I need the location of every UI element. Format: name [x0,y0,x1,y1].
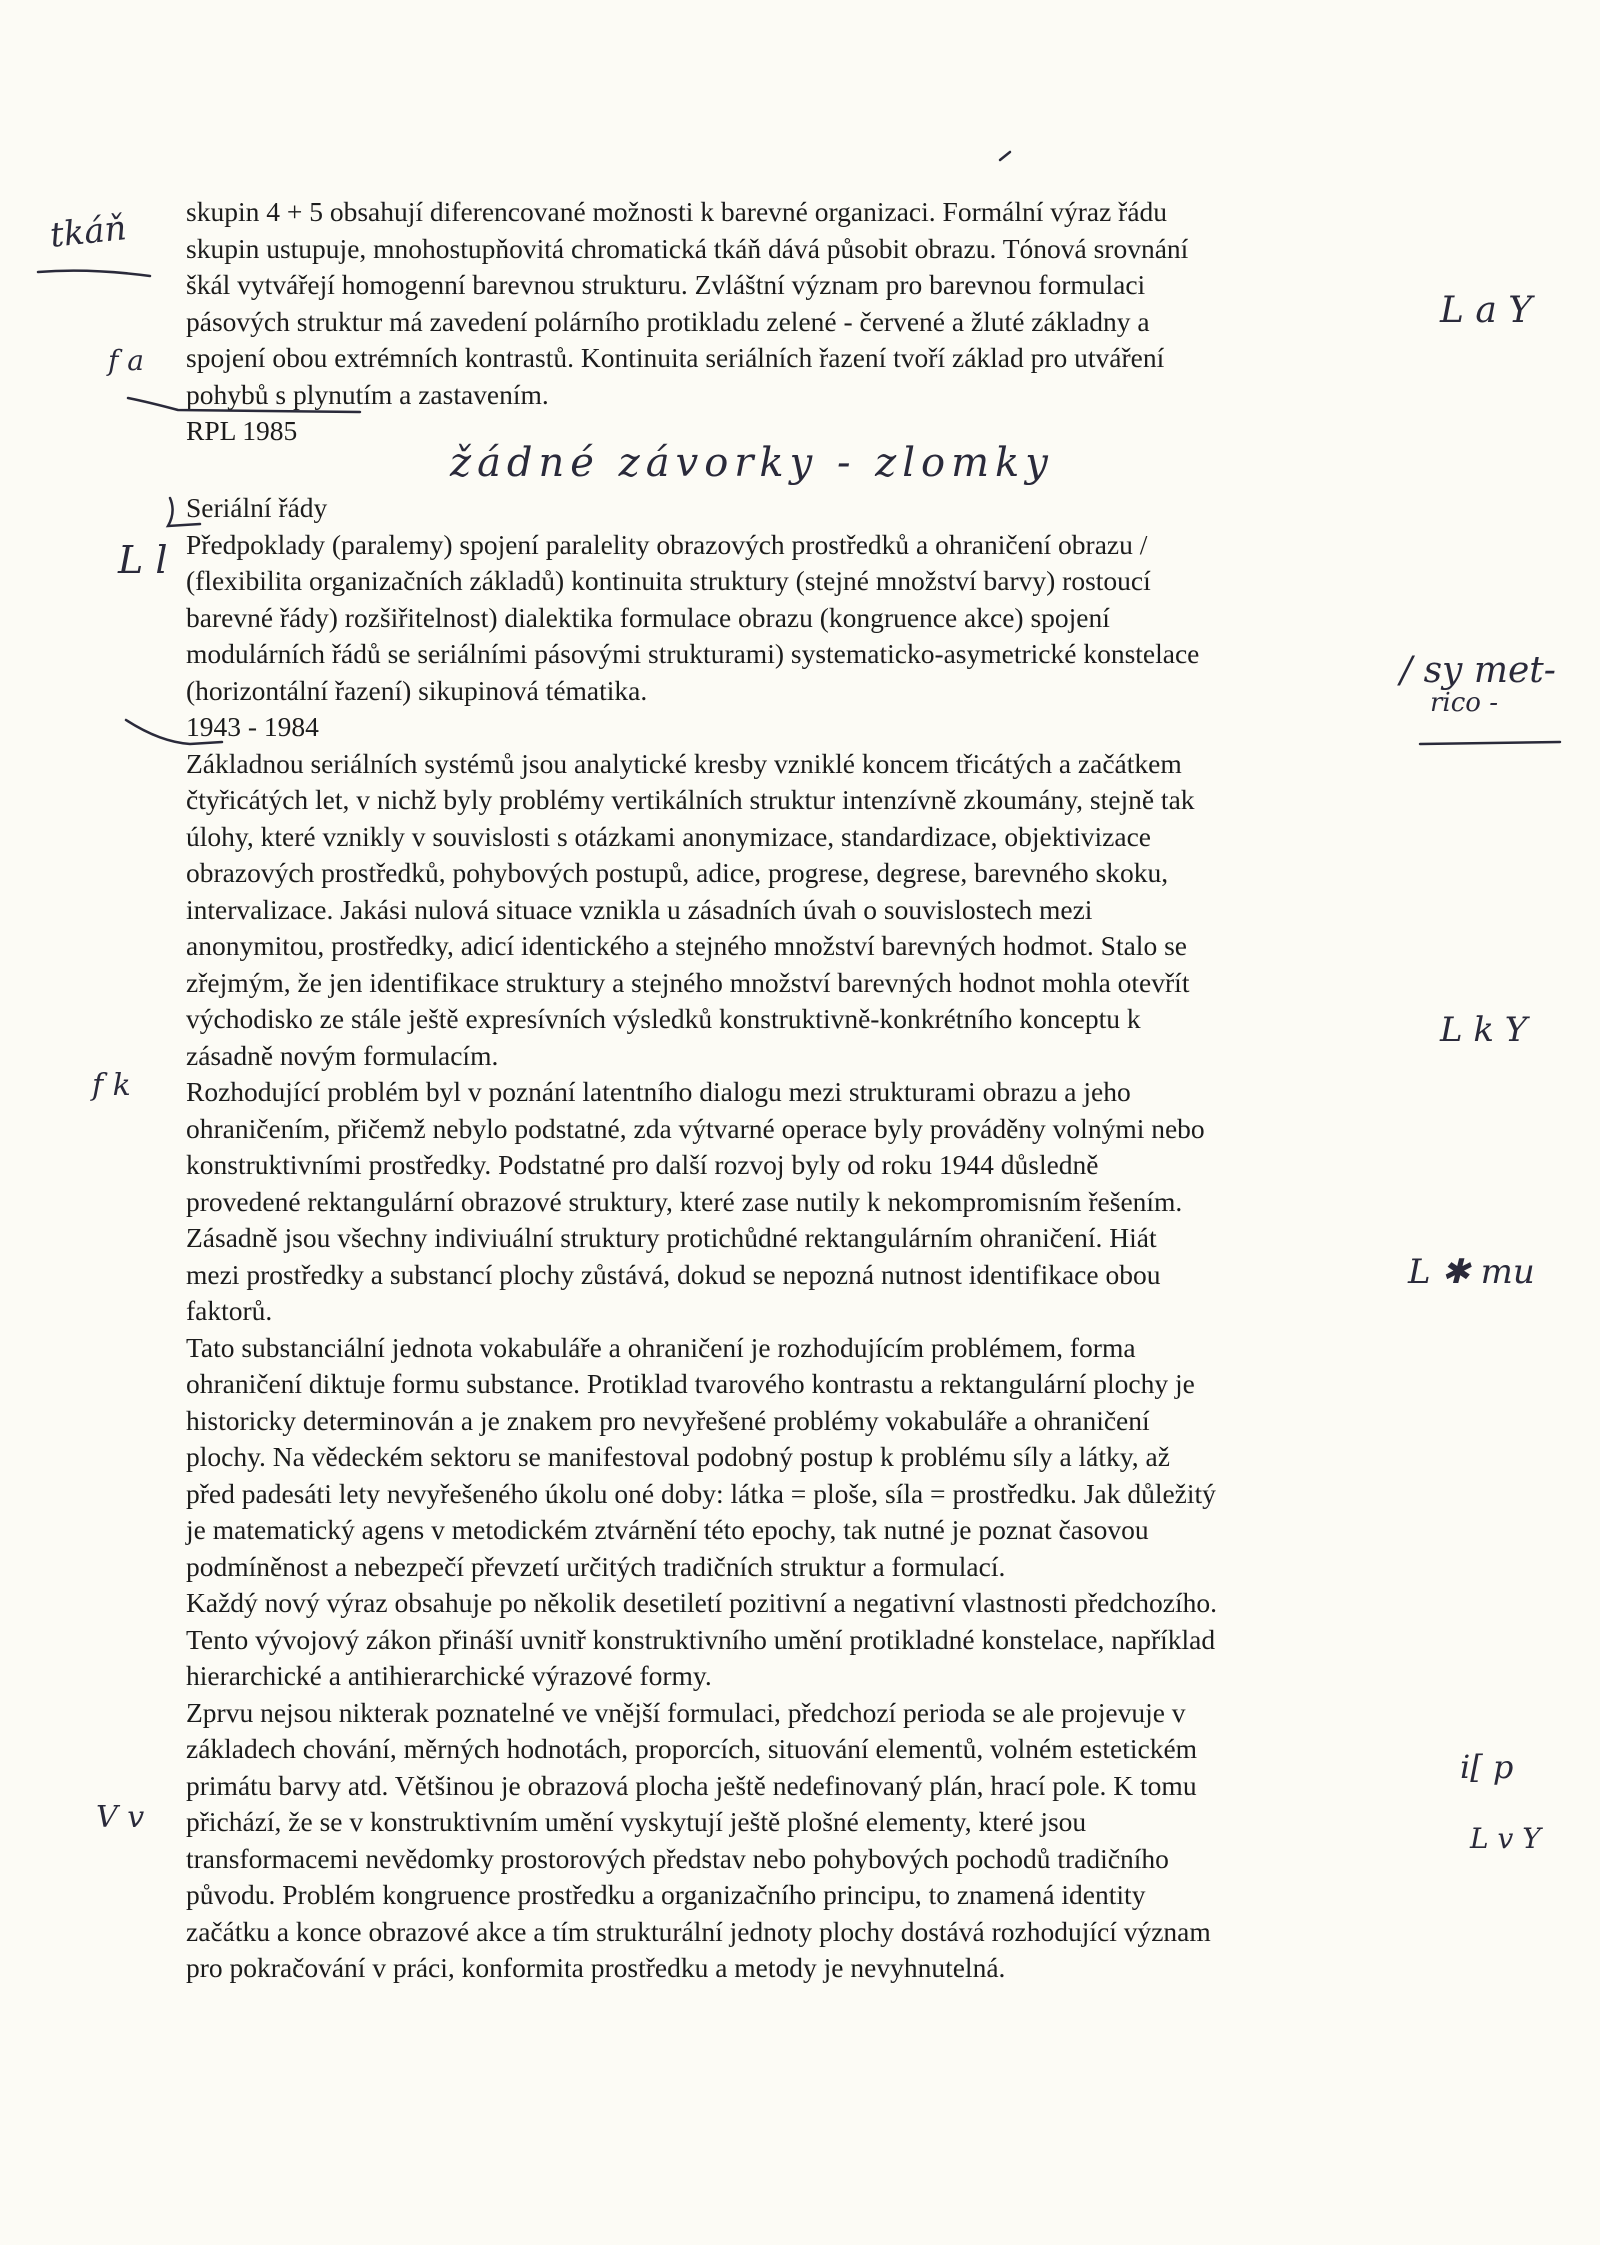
text-line: 1943 - 1984 [186,711,319,742]
text-line: začátku a konce obrazové akce a tím strukturální jednoty plochy dostává rozhodující význam [186,1915,1211,1947]
text-line: přichází, že se v konstruktivním umění vyskytují ještě plošné elementy, které jsou [186,1806,1087,1837]
text-line: Základnou seriálních systémů jsou analytické kresby vzniklé koncem třicátých a začátkem [186,747,1182,779]
text-line: plochy. Na vědeckém sektoru se manifestoval podobný postup k problému síly a látky, až [186,1441,1170,1472]
text-line: anonymitou, prostředky, adicí identického a stejného množství barevných hodmot. Stalo se [186,930,1187,961]
text-line: škál vytvářejí homogenní barevnou strukturu. Zvláštní význam pro barevnou formulaci [186,269,1146,300]
text-line: (flexibilita organizačních základů) kontinuita struktury (stejné množství barvy) rostoucí [186,565,1151,596]
handwritten-note-lk: L k Y [1440,1010,1528,1050]
text-line: úlohy, které vznikly v souvislosti s otázkami anonymizace, standardizace, objektivizace [186,820,1151,852]
text-line: skupin 4 + 5 obsahují diferencované možnosti k barevné organizaci. Formální výraz řádu [186,196,1168,227]
handwritten-note-tkan: tkáň [48,208,129,256]
text-line: faktorů. [186,1295,273,1326]
text-line: Rozhodující problém byl v poznání latentního dialogu mezi strukturami obrazu a jeho [186,1076,1131,1107]
text-line: ohraničení diktuje formu substance. Protiklad tvarového kontrastu a rektangulární plochy je [186,1368,1195,1399]
pen-stroke [38,271,150,276]
handwritten-note-lv: L v Y [1470,1822,1541,1855]
text-line: původu. Problém kongruence prostředku a organizačního principu, to znamená identity [186,1879,1146,1910]
pen-stroke [168,498,200,526]
text-line: Seriální řády [186,492,328,523]
handwritten-note-vv: V v [96,1800,145,1835]
handwritten-note-rico: rico - [1430,688,1499,718]
pen-stroke [126,720,222,744]
text-line: podmíněnost a nebezpečí převzetí určitých tradičních struktur a formulací. [186,1550,1006,1582]
handwritten-note-center: žádné závorky - zlomky [450,440,1054,486]
text-line: Tato substanciální jednota vokabuláře a ohraničení je rozhodujícím problémem, forma [186,1331,1136,1363]
text-line: ohraničením, přičemž nebylo podstatné, zda výtvarné operace byly prováděny volnými nebo [186,1112,1205,1144]
text-line: Zprvu nejsou nikterak poznatelné ve vnější formulaci, předchozí perioda se ale projevuje v [186,1696,1186,1728]
pen-stroke [1000,152,1010,160]
text-line: před padesáti lety nevyřešeného úkolu oné doby: látka = ploše, síla = prostředku. Jak důležitý [186,1477,1216,1509]
text-line: hierarchické a antihierarchické výrazové formy. [186,1660,712,1691]
text-line: zásadně novým formulacím. [186,1039,499,1071]
handwritten-note-il: i[ p [1460,1748,1514,1786]
text-line: Předpoklady (paralemy) spojení paralelity obrazových prostředků a ohraničení obrazu / [186,528,1148,560]
pen-stroke [128,398,360,412]
handwritten-note-la: L a Y [1440,290,1533,331]
text-line: barevné řády) rozšiřitelnost) dialektika formulace obrazu (kongruence akce) spojení [186,601,1110,633]
text-line: primátu barvy atd. Většinou je obrazová plocha ještě nedefinovaný plán, hrací pole. K tomu [186,1769,1197,1801]
text-line: pohybů s plynutím a zastavením. [186,378,549,410]
text-line: pásových struktur má zavedení polárního protikladu zelené - červené a žluté základny a [186,305,1150,337]
text-line: je matematický agens v metodickém ztvárnění této epochy, tak nutné je poznat časovou [186,1514,1149,1545]
text-line: Zásadně jsou všechny indiviuální struktury protichůdné rektangulárním ohraničení. Hiát [186,1222,1157,1253]
text-line: východisko ze stále ještě expresívních výsledků konstruktivně-konkrétního konceptu k [186,1003,1141,1034]
text-line: modulárních řádů se seriálními pásovými strukturami) systematicko-asymetrické konstelace [186,638,1200,669]
text-line: (horizontální řazení) sikupinová tématika. [186,674,648,706]
text-line: Tento vývojový zákon přináší uvnitř konstruktivního umění protikladné konstelace, například [186,1623,1216,1655]
handwritten-note-lmu: L ✱ mu [1408,1252,1535,1292]
text-line: RPL 1985 [186,415,298,446]
text-line: pro pokračování v práci, konformita prostředku a metody je nevyhnutelná. [186,1952,1006,1983]
text-line: provedené rektangulární obrazové struktury, které zase nutily k nekompromisním řešením. [186,1185,1183,1217]
handwritten-note-ll: L l [118,538,168,582]
text-line: Každý nový výraz obsahuje po několik desetiletí pozitivní a negativní vlastnosti předchozího. [186,1587,1217,1618]
text-line: skupin ustupuje, mnohostupňovitá chromatická tkáň dává působit obrazu. Tónová srovnání [186,232,1189,264]
handwritten-note-fk: f k [92,1068,131,1103]
text-line: intervalizace. Jakási nulová situace vznikla u zásadních úvah o souvislostech mezi [186,893,1093,925]
text-line: spojení obou extrémních kontrastů. Kontinuita seriálních řazení tvoří základ pro utváření [186,342,1165,373]
text-line: základech chování, měrných hodnotách, proporcích, situování elementů, volném estetickém [186,1733,1198,1764]
handwritten-note-sym: / sy met- [1400,650,1556,691]
text-line: čtyřicátých let, v nichž byly problémy vertikálních struktur intenzívně zkoumány, stejně tak [186,784,1195,815]
text-line: konstruktivními prostředky. Podstatné pro další rozvoj byly od roku 1944 důsledně [186,1149,1099,1180]
handwritten-note-fa: f a [108,344,144,377]
text-line: mezi prostředky a substancí plochy zůstává, dokud se nepozná nutnost identifikace obou [186,1258,1161,1290]
text-line: obrazových prostředků, pohybových postupů, adice, progrese, degrese, barevného skoku, [186,857,1169,888]
text-line: zřejmým, že jen identifikace struktury a stejného množství barevných hodnot mohla otevřít [186,966,1190,998]
text-line: transformacemi nevědomky prostorových představ nebo pohybových pochodů tradičního [186,1842,1169,1874]
pen-stroke [1420,742,1560,744]
text-line: historicky determinován a je znakem pro nevyřešené problémy vokabuláře a ohraničení [186,1404,1150,1436]
